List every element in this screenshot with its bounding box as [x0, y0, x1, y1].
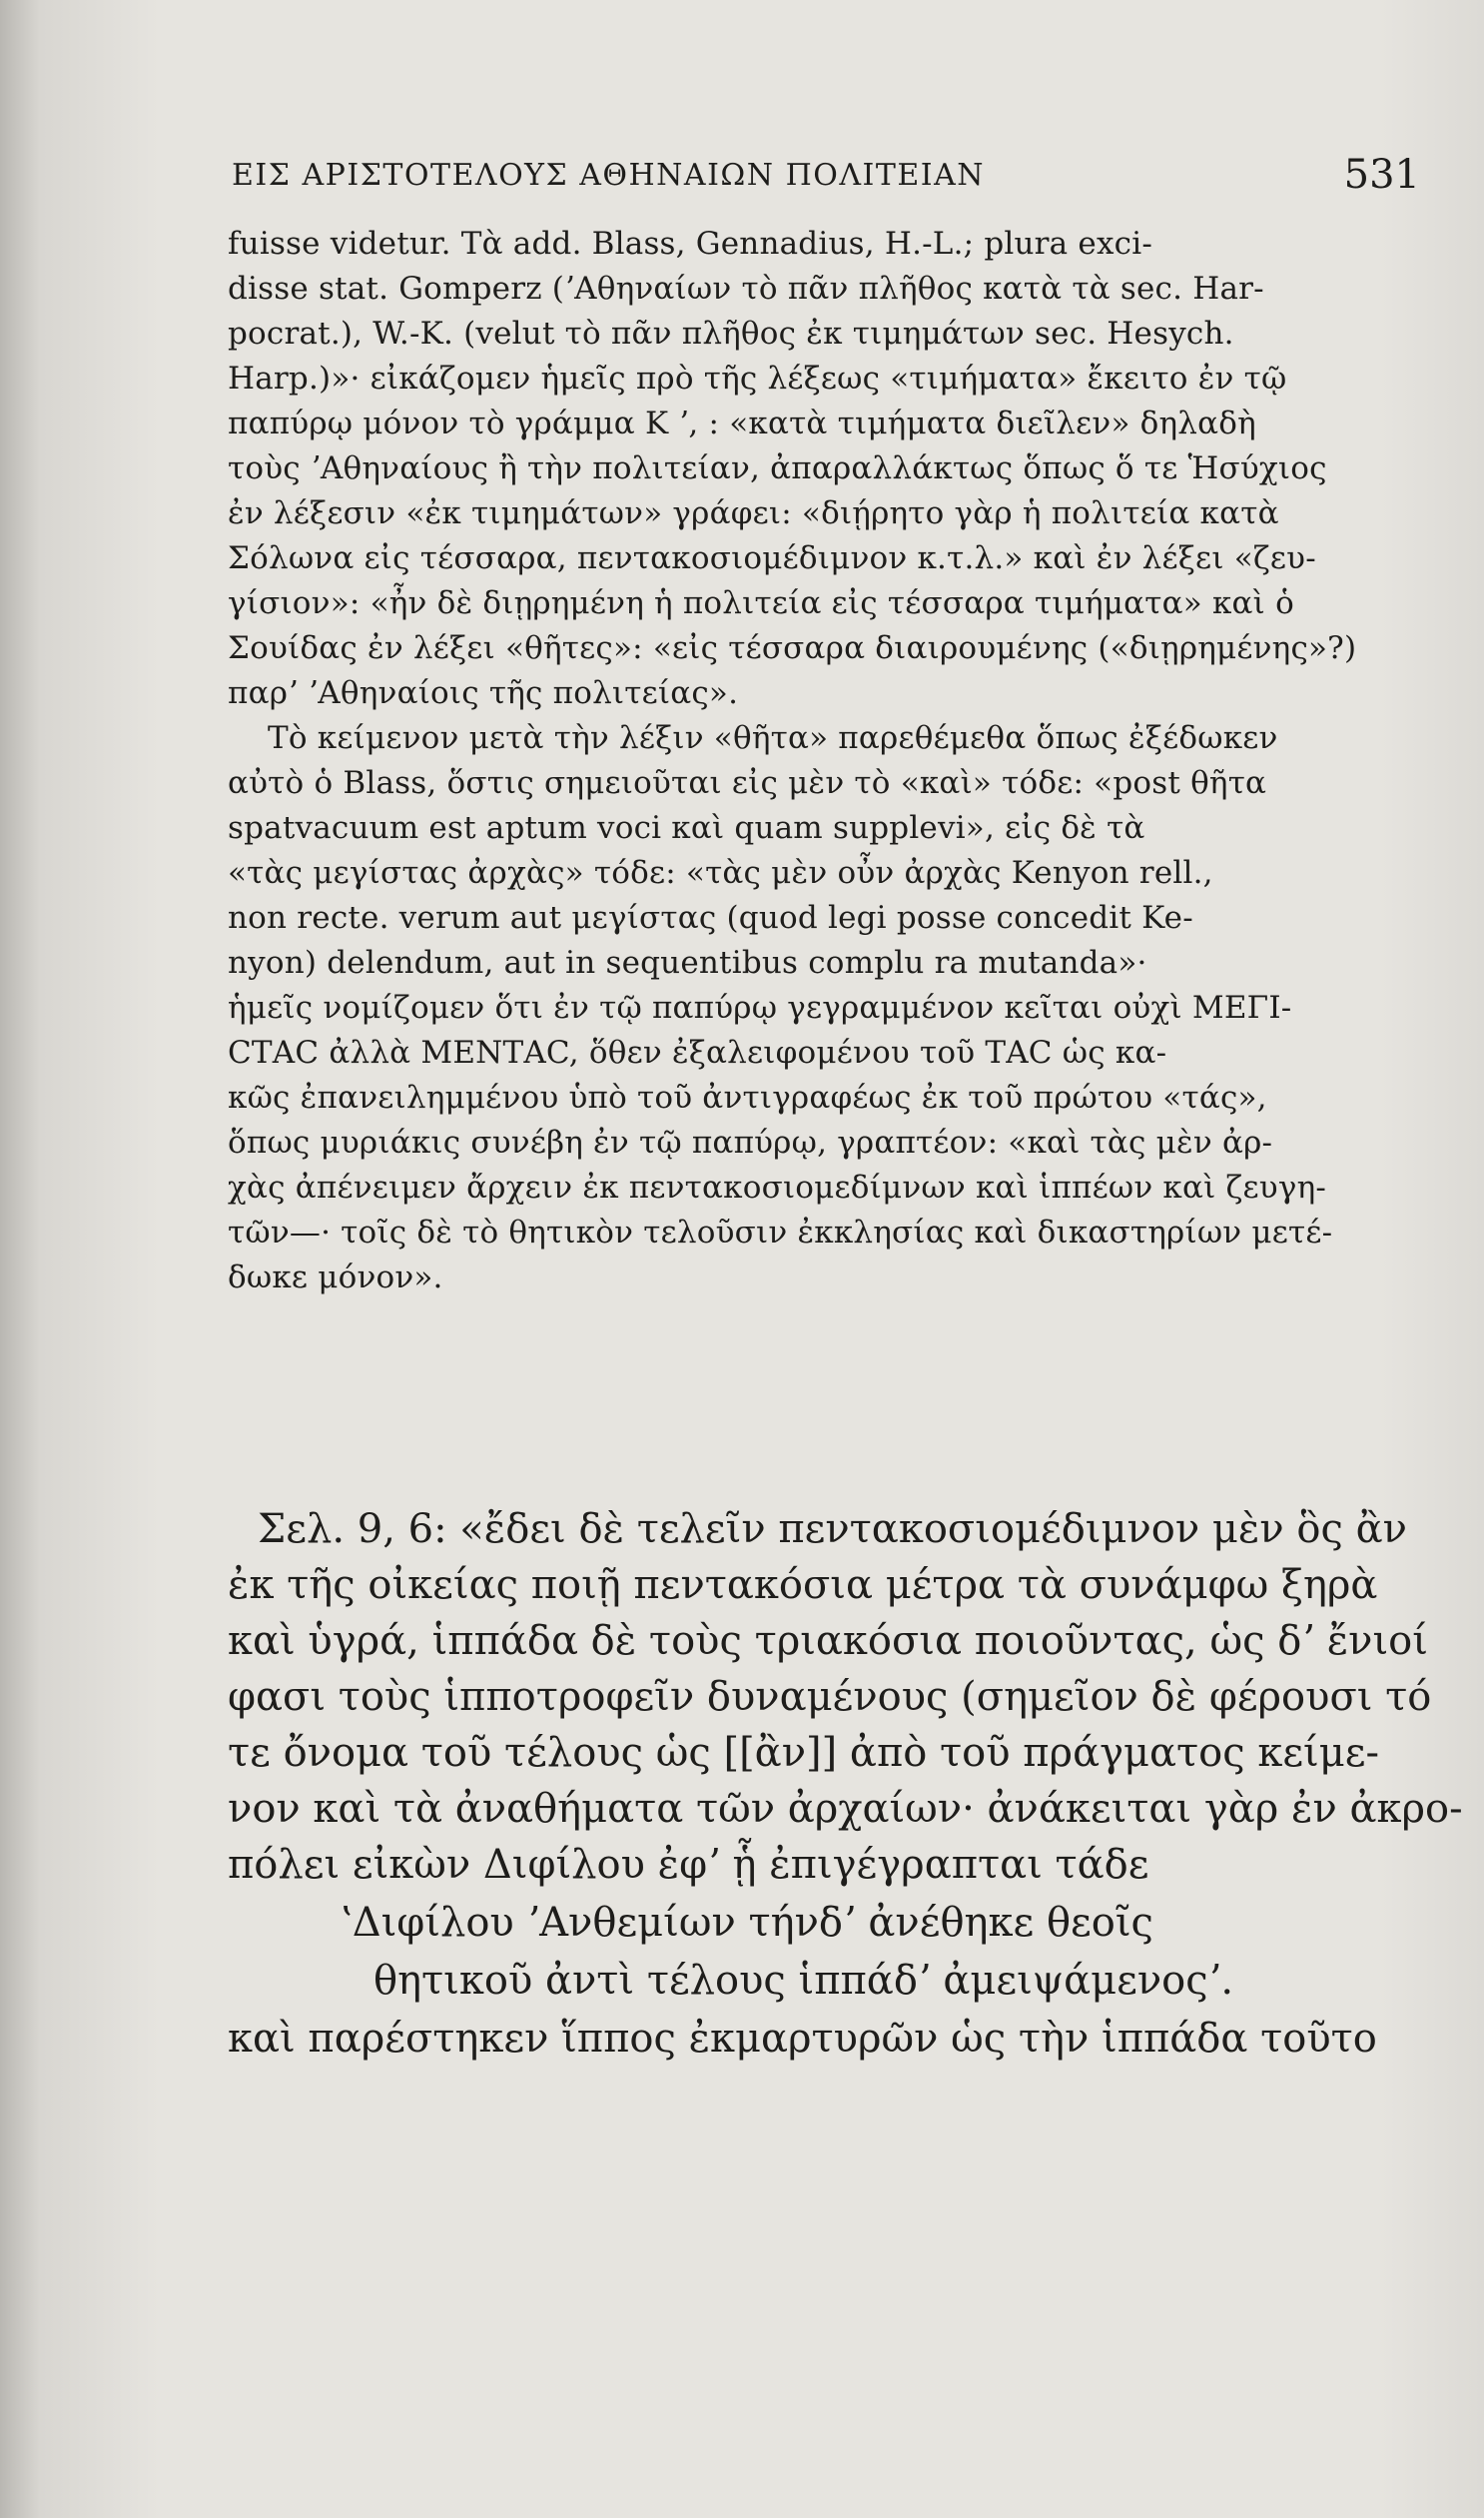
note-line: παρʼ ʼΑθηναίοις τῆς πολιτείας».	[228, 675, 739, 711]
note-line: CΤΑC ἀλλὰ ΜΕΝΤΑC, ὅθεν ἐξαλειφομένου τοῦ ΤΑC ὡς κα-	[228, 1035, 1167, 1071]
running-head: ΕΙΣ ΑΡΙΣΤΟΤΕΛΟΥΣ ΑΘΗΝΑΙΩΝ ΠΟΛΙΤΕΙΑΝ	[232, 158, 986, 193]
note-line: non recte. verum aut μεγίστας (quod legi posse concedit Ke-	[228, 900, 1193, 936]
note-line: τοὺς ʼΑθηναίους ἢ τὴν πολιτείαν, ἀπαραλλάκτως ὅπως ὅ τε Ἡσύχιος	[228, 450, 1327, 486]
main-line: καὶ ὑγρά, ἱππάδα δὲ τοὺς τριακόσια ποιοῦντας, ὡς δʼ ἔνιοί	[228, 1618, 1428, 1664]
main-line: ἐκ τῆς οἰκείας ποιῇ πεντακόσια μέτρα τὰ συνάμφω ξηρὰ	[228, 1562, 1378, 1608]
note-line: παπύρῳ μόνον τὸ γράμμα Κ ʼ, : «κατὰ τιμήματα διεῖλεν» δηλαδὴ	[228, 406, 1256, 441]
note-line: nyon) delendum, aut in sequentibus complu ra mutanda»·	[228, 945, 1147, 981]
page-header	[232, 152, 1420, 218]
note-line: disse stat. Gomperz (ʼΑθηναίων τὸ πᾶν πλῆθος κατὰ τὰ sec. Har-	[228, 271, 1264, 307]
note-line: γίσιον»: «ἦν δὲ διῃρημένη ἡ πολιτεία εἰς τέσσαρα τιμήματα» καὶ ὁ	[228, 585, 1294, 621]
note-line: ἡμεῖς νομίζομεν ὅτι ἐν τῷ παπύρῳ γεγραμμένον κεῖται οὐχὶ ΜΕΓΙ-	[228, 990, 1292, 1026]
epigram-line-2: θητικοῦ ἀντὶ τέλους ἱππάδʼ ἀμειψάμενοςʼ.	[373, 1958, 1234, 2004]
main-line: πόλει εἰκὼν Διφίλου ἐφʼ ᾗ ἐπιγέγραπται τάδε	[228, 1842, 1149, 1888]
note-line: δωκε μόνον».	[228, 1259, 443, 1295]
note-line: χὰς ἀπένειμεν ἄρχειν ἐκ πεντακοσιομεδίμνων καὶ ἱππέων καὶ ζευγη-	[228, 1170, 1327, 1206]
note-line: ὅπως μυριάκις συνέβη ἐν τῷ παπύρῳ, γραπτέον: «καὶ τὰς μὲν ἀρ-	[228, 1125, 1273, 1161]
note-line: fuisse videtur. Τὰ add. Blass, Gennadius, H.-L.; plura exci-	[228, 226, 1153, 262]
note-line: «τὰς μεγίστας ἀρχὰς» τόδε: «τὰς μὲν οὖν ἀρχὰς Kenyon rell.,	[228, 855, 1213, 891]
main-line: Σελ. 9, 6: «ἔδει δὲ τελεῖν πεντακοσιομέδιμνον μὲν ὃς ἂν	[258, 1506, 1407, 1552]
note-line: Harp.)»· εἰκάζομεν ἡμεῖς πρὸ τῆς λέξεως «τιμήματα» ἔκειτο ἐν τῷ	[228, 361, 1287, 397]
main-line: τε ὄνομα τοῦ τέλους ὡς [[ἂν]] ἀπὸ τοῦ πράγματος κείμε-	[228, 1730, 1379, 1776]
note-line: Σόλωνα εἰς τέσσαρα, πεντακοσιομέδιμνον κ.τ.λ.» καὶ ἐν λέξει «ζευ-	[228, 540, 1316, 576]
main-line: καὶ παρέστηκεν ἵππος ἐκμαρτυρῶν ὡς τὴν ἱππάδα τοῦτο	[228, 2016, 1377, 2062]
note-line: ἐν λέξεσιν «ἐκ τιμημάτων» γράφει: «διῄρητο γὰρ ἡ πολιτεία κατὰ	[228, 495, 1279, 531]
epigram-line-1: ʽΔιφίλου ʼΑνθεμίων τήνδʼ ἀνέθηκε θεοῖς	[340, 1900, 1153, 1946]
note-line: spatvacuum est aptum voci καὶ quam supplevi», εἰς δὲ τὰ	[228, 810, 1145, 846]
note-line: κῶς ἐπανειλημμένου ὑπὸ τοῦ ἀντιγραφέως ἐκ τοῦ πρώτου «τάς»,	[228, 1080, 1267, 1116]
note-line: pocrat.), W.-K. (velut τὸ πᾶν πλῆθος ἐκ τιμημάτων sec. Hesych.	[228, 316, 1234, 352]
main-line: νον καὶ τὰ ἀναθήματα τῶν ἀρχαίων· ἀνάκειται γὰρ ἐν ἀκρο-	[228, 1786, 1463, 1832]
note-line: Σουίδας ἐν λέξει «θῆτες»: «εἰς τέσσαρα διαιρουμένης («διῃρημένης»?)	[228, 630, 1357, 666]
note-line: Τὸ κείμενον μετὰ τὴν λέξιν «θῆτα» παρεθέμεθα ὅπως ἐξέδωκεν	[268, 720, 1278, 756]
main-line: φασι τοὺς ἱπποτροφεῖν δυναμένους (σημεῖον δὲ φέρουσι τό	[228, 1674, 1432, 1720]
note-line: τῶν—· τοῖς δὲ τὸ θητικὸν τελοῦσιν ἐκκλησίας καὶ δικαστηρίων μετέ-	[228, 1215, 1333, 1251]
note-line: αὐτὸ ὁ Blass, ὅστις σημειοῦται εἰς μὲν τὸ «καὶ» τόδε: «post θῆτα	[228, 765, 1267, 801]
page-number: 531	[1343, 152, 1420, 198]
